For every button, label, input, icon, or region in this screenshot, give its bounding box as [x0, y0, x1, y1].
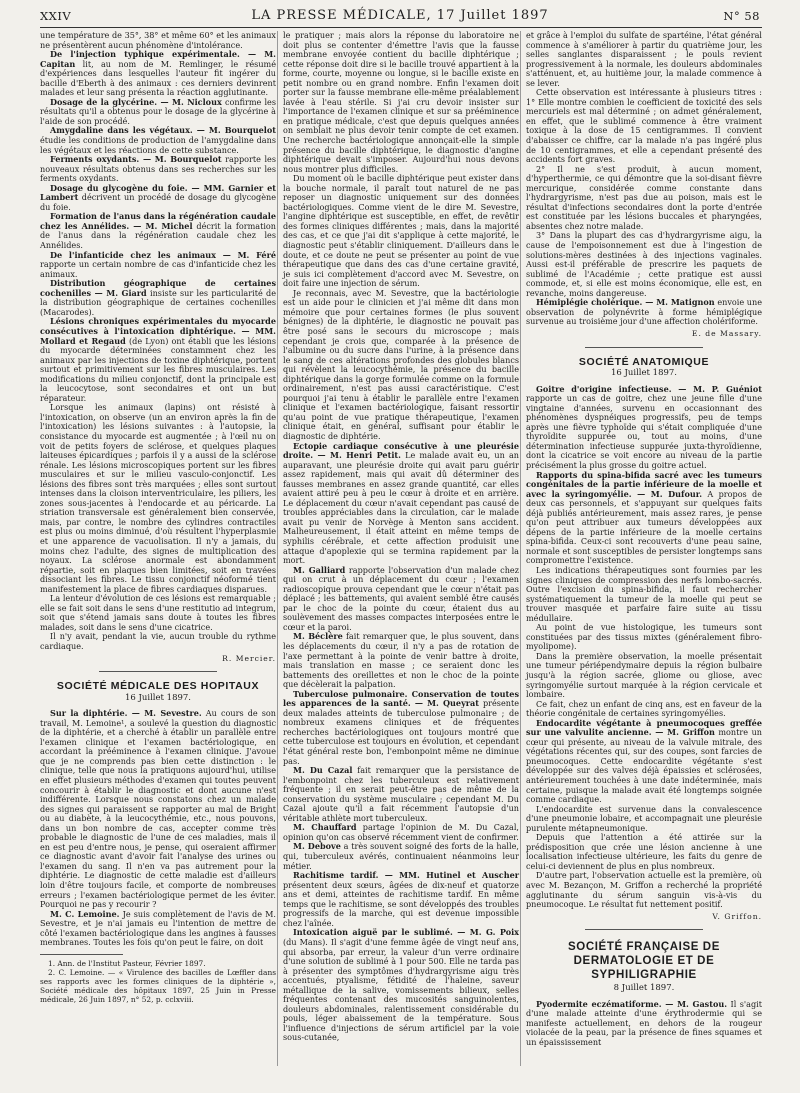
paragraph: M. Chauffard partage l'opinion de M. Du Cazal, opinion qu'on cas observé récemment vient de confirmer.: [283, 822, 519, 842]
section-rule: [99, 671, 217, 672]
paragraph: Ferments oxydants. — M. Bourquelot rapporte les nouveaux résultats obtenus dans ses recherches sur les ferments oxydants.: [40, 154, 276, 184]
paragraph-lead: M. Béclère: [293, 631, 343, 642]
paragraph: M. Debove a très souvent soigné des forts de la halle, qui, tuberculeux avérés, continuaient néanmoins leur métier.: [283, 841, 519, 871]
paragraph-lead: Dosage de la glycérine. — M. Nicloux: [50, 96, 222, 107]
paragraph: Pyodermite eczématiforme. — M. Gastou. Il s'agit d'une malade atteinte d'une érythrodermie qui se manifeste actuellement, en dehors de la rougeur violacée de la peau, par la présence de fines squames et un épaississement: [526, 998, 762, 1047]
paragraph-lead: Amygdaline dans les végétaux. — M. Bourquelot: [50, 125, 276, 136]
paragraph: M. C. Lemoine. Je suis complètement de l'avis de M. Sevestre, et je n'ai jamais eu l'intention de mettre de côté l'examen bactériologique dans les angines à fausses membranes. Toutes les fois qu'on peut le faire, on doit: [40, 908, 276, 948]
paragraph: Dosage de la glycérine. — M. Nicloux confirme les résultats qu'il a obtenus pour le dosage de la glycérine à l'aide de son procédé.: [40, 96, 276, 126]
footnote: 2. C. Lemoine. — « Virulence des bacilles de Lœffler dans ses rapports avec les formes cliniques de la diphtérie », Société médicale des hôpitaux 1897, 25 Juin in Presse médicale, 26 Juin 1897, n° 52, p. cclxviii.: [40, 967, 276, 1004]
paragraph-lead: Hémiplégie cholérique. — M. Matignon: [536, 297, 715, 308]
paragraph-lead: M. Chauffard: [293, 822, 357, 833]
paragraph-lead: Ectopie cardiaque consécutive à une pleurésie droite. — M. Henri Petit.: [283, 440, 519, 461]
paragraph: Sur la diphtérie. — M. Sevestre. Au cours de son travail, M. Lemoine¹, a soulevé la question du diagnostic de la diphtérie, et a cherché à établir un parallèle entre l'examen clinique et l'examen bactériologique, en accordant la prééminence à l'examen clinique. J'avoue que je ne comprends pas bien cette distinction : le clinique, telle que nous la pratiquons aujourd'hui, utilise en effet plusieurs méthodes d'examen qui toutes peuvent concourir à établir le diagnostic et dont aucune n'est indifférente. Lorsque nous constatons chez un malade des signes qui paraissent se rapporter au mal de Bright ou au diabète, à la leucocythémie, etc., nous pouvons, dans un bon nombre de cas, accepter comme très probable le diagnostic de l'une de ces maladies, mais il en est peu d'entre nous, je pense, qui oseraient affirmer ce diagnostic avant d'avoir fait l'analyse des urines ou l'examen du sang. Il n'en va pas autrement pour la diphtérie. Le diagnostic de cette maladie est d'ailleurs loin d'être toujours facile, et comporte de nombreuses erreurs ; l'examen bactériologique permet de les éviter. Pourquoi ne pas y recourir ?: [40, 708, 276, 910]
footnote-rule: [40, 954, 123, 955]
author-signature: V. Griffon.: [712, 911, 762, 921]
paragraph-lead: Rapports du spina-bifida sacré avec les tumeurs congénitales de la partie inférieure de la moelle et avec la syringomyélie. — M. Dufour.: [526, 469, 762, 499]
paragraph: Lésions chroniques expérimentales du myocarde consécutives à l'intoxication diphtérique. — MM. Mollard et Regaud (de Lyon) ont établi que les lésions du myocarde déterminées constamment chez les animaux par les injections de toxine diphtérique, portent surtout et primitivement sur les fibres musculaires. Les modifications du milieu conjonctif, dont la principale est la leucocytose, sont secondaires et ont un but réparateur.: [40, 316, 276, 403]
paragraph-lead: Ferments oxydants. — M. Bourquelot: [50, 154, 222, 165]
paragraph: Intoxication aiguë par le sublimé. — M. G. Poix (du Mans). Il s'agit d'une femme âgée de vingt neuf ans, qui absorba, par erreur, la valeur d'un verre ordinaire d'une solution de sublimé à 1 pour 500. Elle ne tarda pas à présenter des symptômes d'hydrargyrisme aigu très accentués, ptyalisme, fétidité de l'haleine, saveur métallique de la salive, vomissements bilieux, selles fréquentes contenant des mucosités sanguinolentes, douleurs abdominales, ralentissement considérable du pouls, léger abaissement de la température. Sous l'influence d'injections de sérum artificiel par la voie sous-cutanée,: [283, 927, 519, 1043]
paragraph-lead: M. C. Lemoine.: [50, 908, 120, 919]
paragraph: Amygdaline dans les végétaux. — M. Bourquelot étudie les conditions de production de l'amygdaline dans les végétaux et les réactions de cette substance.: [40, 125, 276, 155]
issue-number: N° 58: [723, 9, 760, 23]
paragraph-lead: M. Debove: [293, 841, 341, 852]
paragraph: M. Du Cazal fait remarquer que la persistance de l'embonpoint chez les tuberculeux est relativement fréquente ; il en serait peut-être pas de même de la conservation du système musculaire ; cependant M. Du Cazal ajoute qu'il a fait récemment l'autopsie d'un véritable athlète mort tuberculeux.: [283, 765, 519, 823]
paragraph: Ce fait, chez un enfant de cinq ans, est en faveur de la théorie congénitale de certaines syringomyélies.: [526, 698, 762, 719]
paragraph: Lorsque les animaux (lapins) ont résisté à l'intoxication, on observe (un an environ après la fin de l'intoxication) les lésions suivantes : à l'autopsie, la consistance du myocarde est augmentée ; à l'œil nu on voit de petits foyers de sclérose, et quelques plaques laiteuses épicardiques ; parfois il y a aussi de la sclérose rénale. Les lésions microscopiques portent sur les fibres musculaires et sur le milieu vasculo-conjonctif. Les lésions des fibres sont très marquées ; elles sont surtout intenses dans la cloison interventriculaire, les piliers, les zones sous-jacentes à l'endocarde et au péricarde. La striation transversale est généralement bien conservée, mais, par contre, le nombre des cylindres contractiles est plus ou moins diminué, d'où résultent l'hyperplasmie et une apparence de vacuolisation. Il n'y a jamais, du moins chez l'adulte, des signes de multiplication des noyaux. La sclérose anormale est abondamment répartie, soit en plaques bien limitées, soit en travées dissociant les fibres. Le tissu conjonctif néoformé tient manifestement la place de fibres cardiaques disparues.: [40, 402, 276, 594]
paragraph: La lenteur d'évolution de ces lésions est remarquable ; elle se fait soit dans le sens d'une restitutio ad integrum, soit que s'étend jamais sans doute à toutes les fibres malades, soit dans le sens d'une cicatrice.: [40, 593, 276, 632]
section-date: 8 Juillet 1897.: [613, 983, 675, 994]
paragraph: D'autre part, l'observation actuelle est la première, où avec M. Bezançon, M. Griffon a recherché la propriété agglutinante du sérum sanguin vis-à-vis du pneumocoque. Le résultat fut nettement positif.: [526, 870, 762, 910]
paragraph-lead: Pyodermite eczématiforme. — M. Gastou.: [536, 998, 728, 1009]
column-divider: [277, 31, 278, 1066]
paragraph: Distribution géographique de certaines cochenilles — M. Giard insiste sur les particularité de la distribution géographique de certaines cochenilles (Macarodes).: [40, 278, 276, 317]
paragraph: Cette observation est intéressante à plusieurs titres : 1° Elle montre combien le coefficient de toxicité des sels mercuriels est mal déterminé ; on admet généralement, en effet, que le sublimé commence à être vraiment toxique à la dose de 15 centigrammes. Il convient d'abaisser ce chiffre, car la malade n'a pas ingéré plus de 10 centigrammes, et elle a cependant présenté des accidents fort graves.: [526, 87, 762, 165]
paragraph: Je reconnais, avec M. Sevestre, que la bactériologie est un aide pour le clinicien et j'ai même dit dans mon mémoire que pour certaines formes (le plus souvent bénignes) de la diphtérie, le diagnostic ne pouvait pas être posé sans le secours du microscope ; mais cependant je crois que, comparée à la présence de l'albumine ou du sucre dans l'urine, à la présence dans le sang de ces altérations profondes des globules blancs qui révèlent la leucocythémie, la présence du bacille diphtérique dans la gorge formulée comme on la formule ordinairement, n'est pas aussi caractéristique. C'est pourquoi j'ai tenu à établir le parallèle entre l'examen clinique et l'examen bactériologique, faisant ressortir qu'au point de vue pratique thérapeutique, l'examen clinique était, en général, suffisant pour établir le diagnostic de diphtérie.: [283, 287, 519, 441]
author-signature: R. Mercier.: [222, 653, 276, 663]
paragraph: Dosage du glycogène du foie. — MM. Garnier et Lambert décrivent un procédé de dosage du glycogène du foie.: [40, 182, 276, 212]
volume-number: XXIV: [40, 9, 72, 23]
paragraph: Depuis que l'attention a été attirée sur la prédisposition que crée une lésion ancienne à une localisation infectieuse ultérieure, les faits du genre de celui-ci deviennent de plus en plus nombreux.: [526, 832, 762, 871]
paragraph-lead: Endocardite végétante à pneumocoques greffée sur une valvulite ancienne. — M. Griffon: [526, 717, 762, 738]
paragraph: De l'infanticide chez les animaux — M. Féré rapporte un certain nombre de cas d'infanticide chez les animaux.: [40, 249, 276, 279]
column-3: [526, 31, 762, 1048]
paragraph-lead: De l'infanticide chez les animaux — M. Féré: [50, 249, 276, 260]
paragraph: Hémiplégie cholérique. — M. Matignon envoie une observation de polynévrite à forme hémiplégique survenue au troisième jour d'une affection cholériforme.: [526, 297, 762, 327]
author-signature: E. de Massary.: [691, 328, 762, 338]
section-rule: [585, 929, 703, 930]
paragraph-lead: Dosage du glycogène du foie. — MM. Garnier et Lambert: [40, 182, 276, 203]
column-2: [283, 31, 519, 1043]
paragraph-lead: Lésions chroniques expérimentales du myocarde consécutives à l'intoxication diphtérique. — MM. Mollard et Regaud: [40, 316, 276, 346]
paragraph: Tuberculose pulmonaire. Conservation de toutes les apparences de la santé. — M. Queyrat présente deux malades atteints de tuberculose pulmonaire ; de nombreux examens cliniques et de fréquentes recherches bactériologiques ont toujours montré que cette tuberculose est toujours en évolution, et cependant l'état général reste bon, l'embonpoint même ne diminue pas.: [283, 688, 519, 766]
paragraph-lead: M. Du Cazal: [293, 765, 353, 776]
section-date: 16 Juillet 1897.: [610, 368, 678, 379]
paragraph: Ectopie cardiaque consécutive à une pleurésie droite. — M. Henri Petit. Le malade avait eu, un an auparavant, une pleurésie droite qui avait paru guérir assez rapidement, mais qui avait dû déterminer des fausses membranes en assez grande quantité, car elles avaient attiré peu à peu le cœur à droite et en arrière. Le déplacement du cœur n'avait cependant pas causé de troubles appréciables dans la circulation, car le malade avait pu venir de Norvège à Menton sans accident. Malheureusement, il était atteint en même temps de syphilis cérébrale, et cette affection produisit une attaque d'apoplexie qui se termina rapidement par la mort.: [283, 440, 519, 566]
paragraph: Goitre d'origine infectieuse. — M. P. Guéniot rapporte un cas de goitre, chez une jeune fille d'une vingtaine d'années, survenu en occasionnant des phénomènes dyspnéiques progressifs, peu de temps après une fièvre typhoïde qui s'était compliquée d'une thyroïdite suppurée ou, tout au moins, d'une détermination infectieuse suppurée juxta-thyroïdienne, dont la cicatrice se voit encore au niveau de la partie précisément la plus grosse du goitre actuel.: [526, 383, 762, 470]
paragraph: De l'injection typhique expérimentale. — M. Capitan lit, au nom de M. Remlinger, le résumé d'expériences dans lesquelles l'auteur fit ingérer du bacille d'Eberth à des animaux : ces derniers devinrent malades et leur sang présenta la réaction agglutinante.: [40, 49, 276, 98]
column-divider: [520, 31, 521, 1066]
paragraph: Rapports du spina-bifida sacré avec les tumeurs congénitales de la partie inférieure de la moelle et avec la syringomyélie. — M. Dufour. A propos de deux cas personnels, et s'appuyant sur quelques faits déjà publiés antérieurement, mais assez rares, je pense qu'on peut attribuer aux tumeurs développées aux dépens de la partie inférieure de la moelle certains spina-bifida. Ceux-ci sont recouverts d'une peau saine, normale et sont susceptibles de persister longtemps sans compromettre l'existence.: [526, 469, 763, 566]
paragraph: 3° Dans la plupart des cas d'hydrargyrisme aigu, la cause de l'empoisonnement est due à l'ingestion de solutions-mères destinées à des injections vaginales. Aussi est-il préférable de prescrire les paquets de sublimé de l'Académie ; cette pratique est aussi commode, et, si elle est moins économique, elle est, en revanche, moins dangereuse.: [526, 230, 762, 298]
paragraph: M. Béclère fait remarquer que, le plus souvent, dans les déplacements du cœur, il n'y a pas de rotation de l'axe permettant à la pointe de venir battre à droite, mais translation en masse ; ce seraient donc les battements des oreillettes et non le choc de la pointe que décèlerait la palpation.: [283, 631, 519, 690]
paragraph-lead: De l'injection typhique expérimentale. — M. Capitan: [40, 49, 276, 69]
paragraph: Du moment où le bacille diphtérique peut exister dans la bouche normale, il paraît tout naturel de ne pas reposer un diagnostic uniquement sur des données bactériologiques. Comme vient de le dire M. Sevestre, l'angine diphtérique est susceptible, en effet, de revêtir des formes cliniques différentes ; mais, dans la majorité des cas, et ce que j'ai dit s'applique à cette majorité, le diagnostic peut s'établir cliniquement. D'ailleurs dans le doute, et ce doute ne peut se présenter au point de vue thérapeutique que dans des cas d'une certaine gravité, je suis ici complètement d'accord avec M. Sevestre, on doit faire une injection de sérum.: [283, 173, 519, 289]
journal-title: LA PRESSE MÉDICALE, 17 Juillet 1897: [251, 8, 549, 23]
paragraph: Formation de l'anus dans la régénération caudale chez les Annélides. — M. Michel décrit la formation de l'anus dans la régénération caudale chez les Annélides.: [40, 211, 276, 251]
paragraph: une température de 35°, 38° et même 60° et les animaux ne présentèrent aucun phénomène d'intolérance.: [40, 30, 276, 50]
paragraph-lead: Intoxication aiguë par le sublimé. — M. G. Poix: [293, 927, 519, 938]
paragraph: Dans la première observation, la moelle présentait une tumeur périépendymaire depuis la région bulbaire jusqu'à la région sacrée, gliome ou gliose, avec syringomyélie surtout marquée à la région cervicale et lombaire.: [526, 650, 762, 700]
paragraph: Les indications thérapeutiques sont fournies par les signes cliniques de compression des nerfs lombo-sacrés. Outre l'excision du spina-bifida, il faut rechercher systématiquement la tumeur de la moelle qui peut se trouver masquée et parfaire faire suite au tissu médullaire.: [526, 564, 762, 623]
paragraph: Endocardite végétante à pneumocoques greffée sur une valvulite ancienne. — M. Griffon montre un cœur qui présente, au niveau de la valvule mitrale, des végétations récentes qui, sur des coupes, sont farcies de pneumocoques. Cette endocardite végétante s'est développée sur des valves déjà épaissies et sclérosées, antérieurement touchées à une date indéterminée, mais certaine, puisque la malade avait été longtemps soignée comme cardiaque.: [526, 717, 762, 805]
paragraph: Rachitisme tardif. — MM. Hutinel et Auscher présentent deux sœurs, âgées de dix-neuf et quatorze ans et demi, atteintes de rachitisme tardif. En même temps que le rachitisme, se sont développés des troubles progressifs de la marche, qui est devenue impossible chez l'aînée.: [283, 870, 519, 928]
paragraph: et grâce à l'emploi du sulfate de spartéine, l'état général commence à s'améliorer à partir du quatrième jour, les selles sanglantes disparaissent ; le pouls revient progressivement à la normale, les douleurs abdominales s'atténuent, et, au huitième jour, la malade commence à se lever.: [526, 30, 762, 88]
paragraph: L'endocardite est survenue dans la convalescence d'une pneumonie lobaire, et accompagnait une pleurésie purulente métapneumonique.: [526, 803, 762, 833]
section-rule: [585, 347, 703, 348]
column-1: [40, 31, 276, 1004]
paragraph-lead: Goitre d'origine infectieuse. — M. P. Guéniot: [536, 383, 762, 394]
paragraph-lead: Tuberculose pulmonaire. Conservation de toutes les apparences de la santé. — M. Queyrat: [283, 688, 519, 709]
paragraph: Il n'y avait, pendant la vie, aucun trouble du rythme cardiaque.: [40, 631, 276, 651]
paragraph: Au point de vue histologique, les tumeurs sont constituées par des tissus mixtes (généralement fibro-myolipome).: [526, 622, 762, 652]
page-header: [40, 8, 760, 26]
header-rule: [40, 27, 762, 28]
section-title: SOCIÉTÉ FRANÇAISE DE DERMATOLOGIE ET DE SYPHILIGRAPHIE: [568, 941, 720, 982]
paragraph-lead: Rachitisme tardif. — MM. Hutinel et Auscher: [293, 870, 519, 881]
section-title: SOCIÉTÉ ANATOMIQUE: [578, 355, 710, 368]
footnote: 1. Ann. de l'Institut Pasteur, Février 1897.: [48, 958, 206, 968]
paragraph-lead: Sur la diphtérie. — M. Sevestre.: [50, 708, 202, 719]
paragraph-lead: M. Galliard: [293, 564, 346, 575]
paragraph: 2° Il ne s'est produit, à aucun moment, d'hyperthermie, ce qui démontre que la soi-disant fièvre mercurique, considérée comme constante dans l'hydrargyrisme, n'est pas due au poison, mais est le résultat d'infections secondaires dont la porte d'entrée est constituée par les lésions buccales et pharyngées, absentes chez notre malade.: [526, 163, 762, 231]
paragraph-lead: Distribution géographique de certaines cochenilles — M. Giard: [40, 278, 276, 298]
section-date: 16 Juillet 1897.: [124, 692, 192, 703]
section-title: SOCIÉTÉ MÉDICALE DES HOPITAUX: [56, 680, 260, 693]
paragraph-lead: Formation de l'anus dans la régénération caudale chez les Annélides. — M. Michel: [40, 211, 276, 231]
paragraph: le pratiquer ; mais alors la réponse du laboratoire ne doit plus se contenter d'émettre l'avis que la fausse membrane envoyée contient du bacille diphtérique ; cette réponse doit dire si le bacille trouvé appartient à la forme, courte, moyenne ou longue, si le bacille existe en petit nombre ou en grand nombre. Enfin l'examen doit porter sur la fausse membrane elle-même préalablement lavée à l'eau stérile. Si j'ai cru devoir insister sur l'importance de l'examen clinique et sur sa prééminence en pratique médicale, c'est que depuis quelques années on semblait ne plus devoir tenir compte de cet examen. Une recherche bactériologique annonçait-elle la simple présence du bacille diphtérique, le diagnostic d'angine diphtérique devait s'imposer. Aujourd'hui nous devons nous montrer plus difficiles.: [283, 30, 519, 174]
paragraph: M. Galliard rapporte l'observation d'un malade chez qui on crut à un déplacement du cœur ; l'examen radioscopique prouva cependant que le cœur n'était pas déplacé ; les battements, qui avaient semblé être causés par le choc de la pointe du cœur, étaient dus au soulèvement des masses compactes interposées entre le cœur et la paroi.: [283, 564, 519, 632]
